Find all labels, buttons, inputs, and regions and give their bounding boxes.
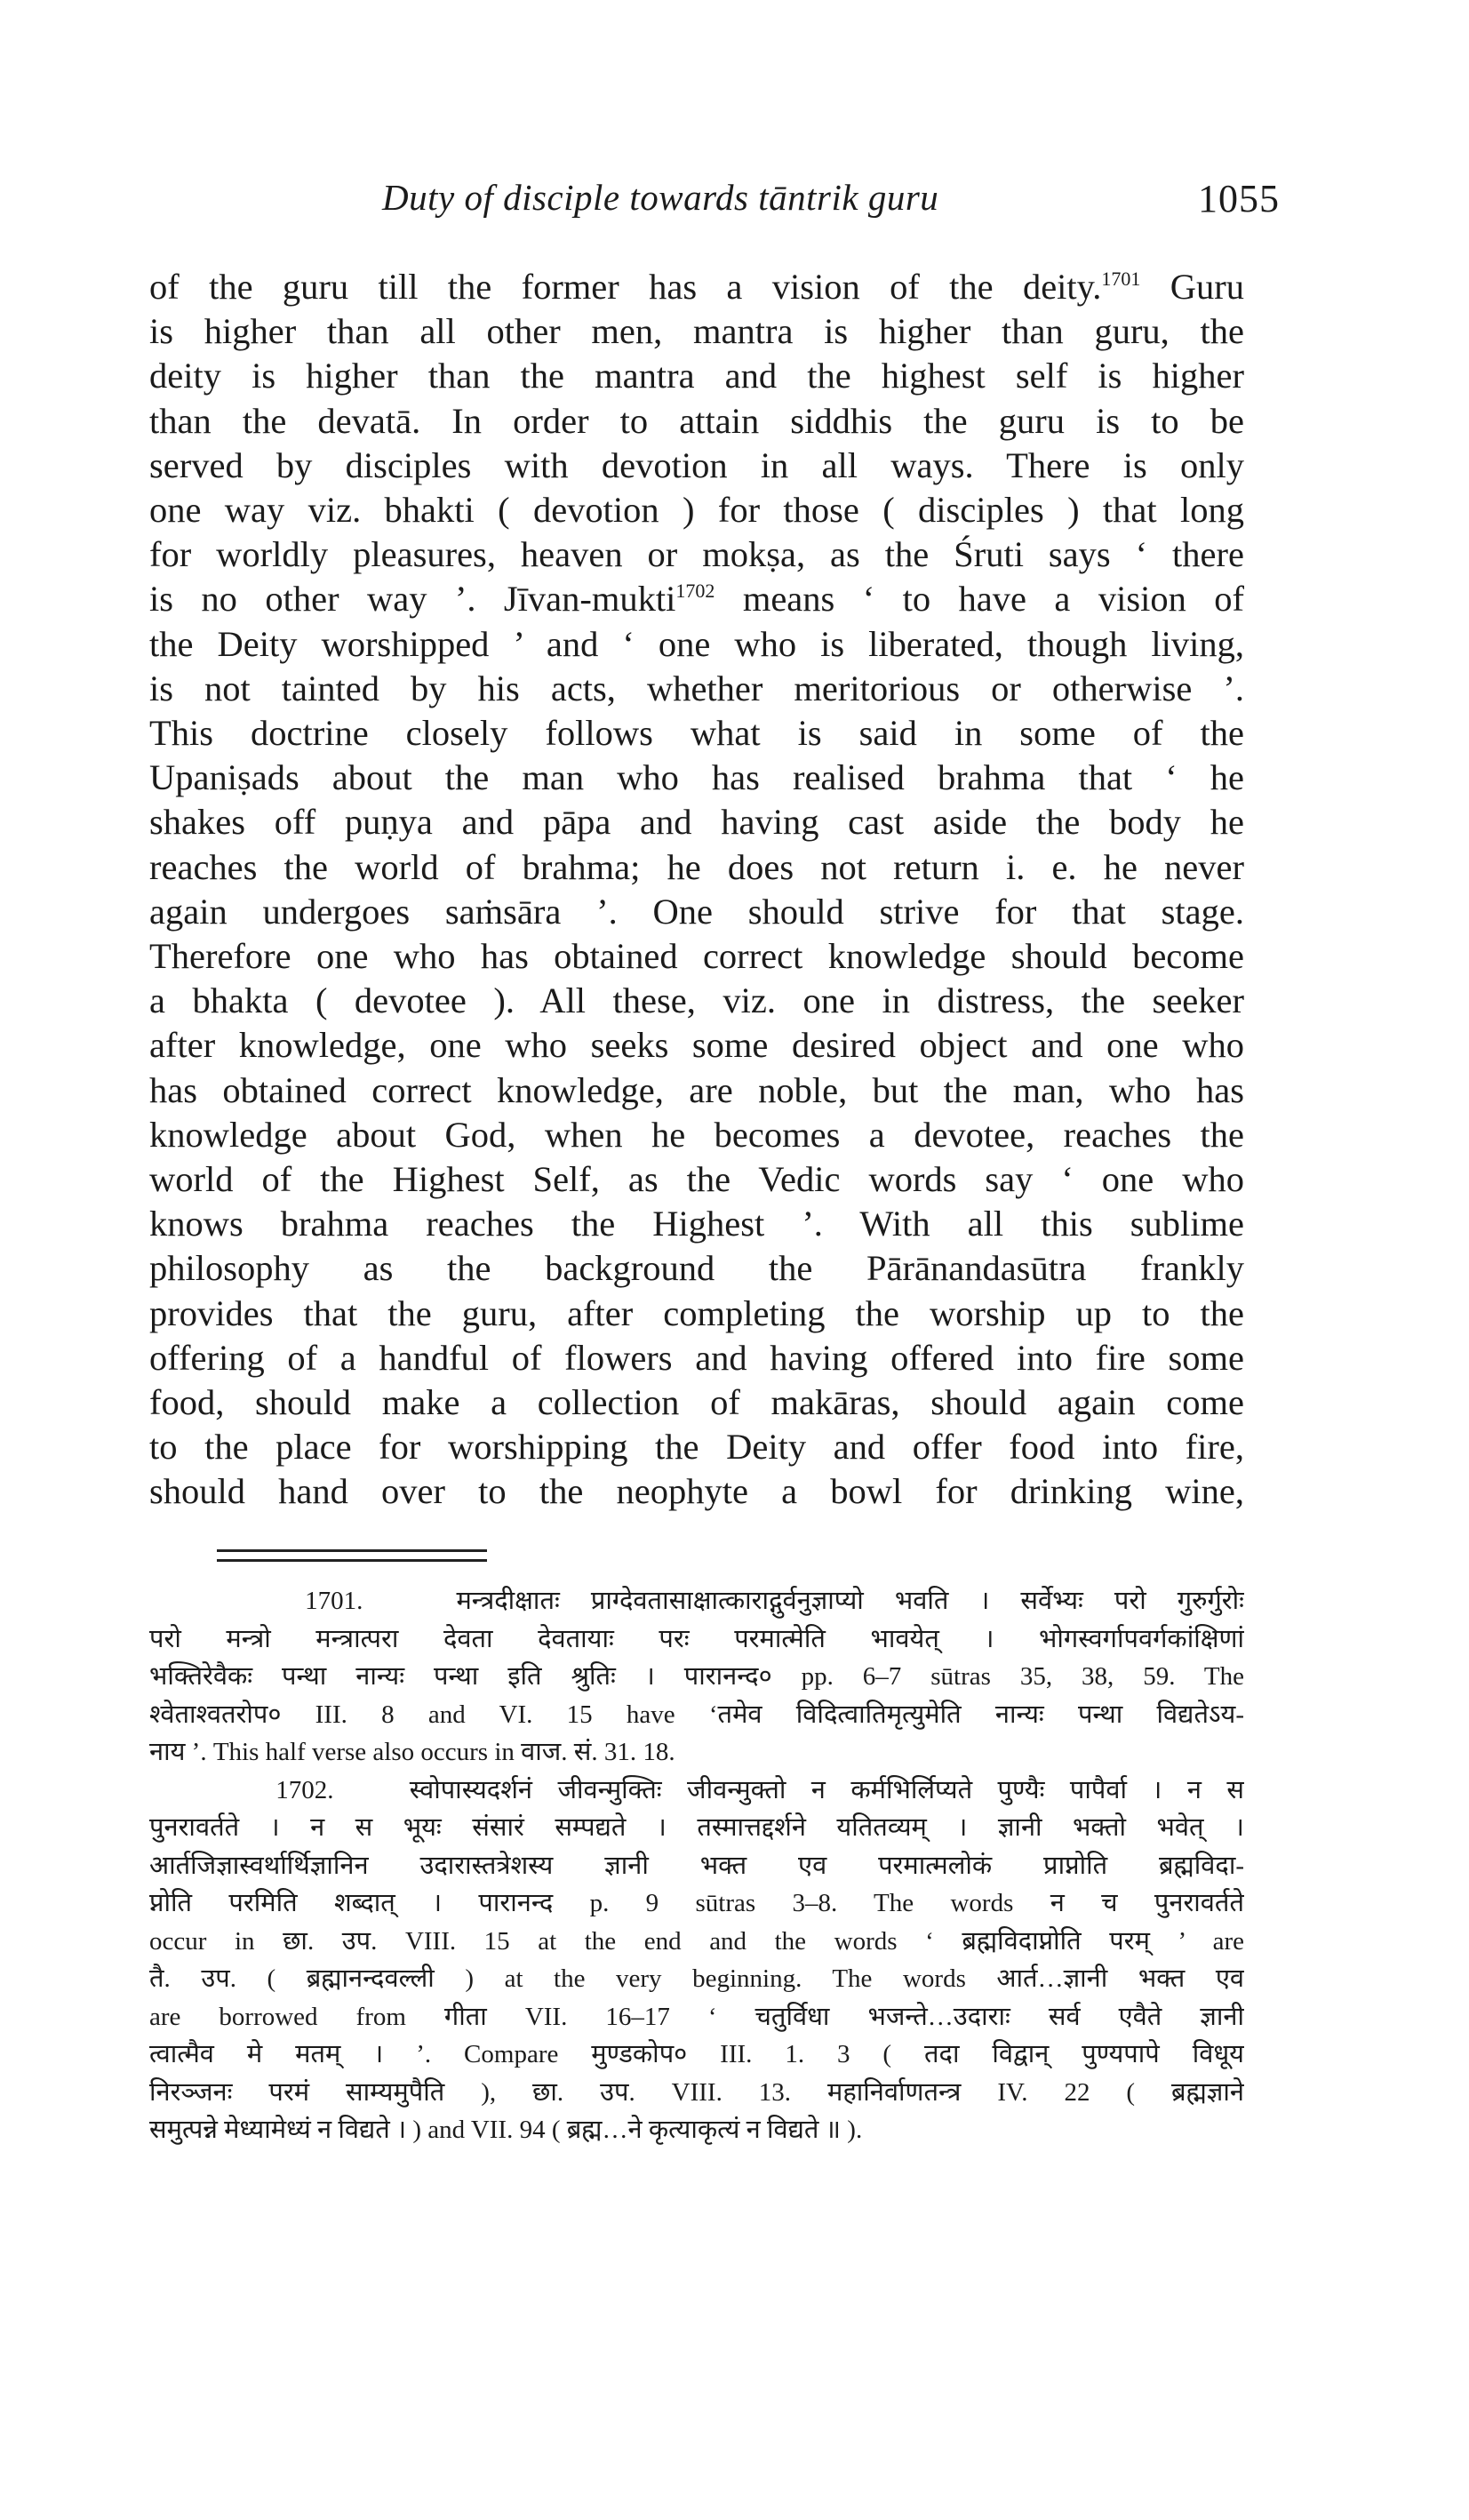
footnote-1702-line: पुनरावर्तते । न स भूयः संसारं सम्पद्यते । तस्मात्तद्दर्शने यतितव्यम् । ज्ञानी भक्तो भवेत् । bbox=[149, 1813, 1244, 1842]
body-line: than the devatā. In order to attain siddhis the guru is to be bbox=[149, 400, 1244, 441]
body-line: served by disciples with devotion in all ways. There is only bbox=[149, 444, 1244, 485]
body-line: is no other way ’. Jīvan-mukti$^{1702}$ means ‘ to have a vision of bbox=[149, 579, 1244, 620]
body-line: Therefore one who has obtained correct knowledge should become bbox=[149, 936, 1244, 977]
body-line: offering of a handful of flowers and having offered into fire some bbox=[149, 1337, 1244, 1378]
footnote-1702-line: त्वात्मैव मे मतम् । ’. Compare मुण्डकोप० III. 1. 3 ( तदा विद्वान् पुण्यपापे विधूय bbox=[149, 2040, 1244, 2068]
body-line: knows brahma reaches the Highest ’. With all this sublime bbox=[149, 1204, 1244, 1244]
footnote-1702-line: आर्तजिज्ञास्वर्थार्थिज्ञानिन उदारास्तत्रेशस्य ज्ञानी भक्त एव परमात्मलोकं प्राप्नोति ब्रह्मविदा- bbox=[149, 1851, 1244, 1880]
footnote-divider bbox=[217, 1549, 487, 1552]
footnote-number: 1702. bbox=[275, 1775, 334, 1804]
body-line: the Deity worshipped ’ and ‘ one who is liberated, though living, bbox=[149, 623, 1244, 664]
body-line: world of the Highest Self, as the Vedic words say ‘ one who bbox=[149, 1159, 1244, 1200]
footnote-number: 1701. bbox=[305, 1587, 363, 1615]
body-line: is not tainted by his acts, whether meritorious or otherwise ’. bbox=[149, 668, 1244, 708]
body-line: has obtained correct knowledge, are noble, but the man, who has bbox=[149, 1069, 1244, 1110]
body-line: knowledge about God, when he becomes a devotee, reaches the bbox=[149, 1114, 1244, 1155]
body-line: should hand over to the neophyte a bowl for drinking wine, bbox=[149, 1471, 1244, 1512]
footnote-1702-line: occur in छा. उप. VIII. 15 at the end and the words ‘ ब्रह्मविदाप्नोति परम् ’ are bbox=[149, 1926, 1244, 1956]
running-title: Duty of disciple towards tāntrik guru bbox=[382, 177, 939, 218]
footnote-divider bbox=[217, 1559, 487, 1562]
footnote-1702-line: तै. उप. ( ब्रह्मानन्दवल्ली ) at the very beginning. The words आर्त…ज्ञानी भक्त एव bbox=[149, 1964, 1244, 1993]
body-line: for worldly pleasures, heaven or mokṣa, as the Śruti says ‘ there bbox=[149, 534, 1244, 575]
footnote-1701-line: परो मन्त्रो मन्त्रात्परा देवता देवतायाः परः परमात्मेति भावयेत् । भोगस्वर्गापवर्गकांक्षिणां bbox=[149, 1624, 1244, 1653]
body-line: shakes off puṇya and pāpa and having cast aside the body he bbox=[149, 802, 1244, 843]
footnote-1702-line: प्नोति परमिति शब्दात् । पारानन्द p. 9 sūtras 3–8. The words न च पुनरावर्तते bbox=[149, 1889, 1244, 1917]
footnote-1702-line: निरञ्जनः परमं साम्यमुपैति ), छा. उप. VIII. 13. महानिर्वाणतन्त्र IV. 22 ( ब्रह्मज्ञाने bbox=[149, 2077, 1244, 2107]
footnote-1702-line: are borrowed from गीता VII. 16–17 ‘ चतुर्विधा भजन्ते…उदाराः सर्व एवैते ज्ञानी bbox=[149, 2002, 1244, 2031]
footnote-ref-1701[interactable]: 1701 bbox=[1101, 268, 1141, 290]
body-line: food, should make a collection of makāras, should again come bbox=[149, 1382, 1244, 1423]
body-line: provides that the guru, after completing the worship up to the bbox=[149, 1292, 1244, 1333]
footnote-1701-line: 1701. मन्त्रदीक्षातः प्राग्देवतासाक्षात्काराद्गुर्वनुज्ञाप्यो भवति । सर्वेभ्यः परो गुरुर्गुरोः bbox=[149, 1582, 1244, 1620]
body-line: after knowledge, one who seeks some desired object and one who bbox=[149, 1025, 1244, 1066]
running-header bbox=[382, 176, 1280, 229]
body-line: a bhakta ( devotee ). All these, viz. one in distress, the seeker bbox=[149, 980, 1244, 1021]
body-line: philosophy as the background the Pārānandasūtra frankly bbox=[149, 1248, 1244, 1289]
footnote-1701-line: भक्तिरेवैकः पन्था नान्यः पन्था इति श्रुतिः । पारानन्द० pp. 6–7 sūtras 35, 38, 59. The bbox=[149, 1662, 1244, 1691]
body-line: of the guru till the former has a vision of the deity.$^{1701}$ Guru bbox=[149, 267, 1245, 307]
body-line: This doctrine closely follows what is said in some of the bbox=[149, 713, 1244, 754]
footnote-ref-1702[interactable]: 1702 bbox=[675, 580, 715, 603]
footnote-1701-line: श्वेताश्वतरोप० III. 8 and VI. 15 have ‘तमेव विदित्वातिमृत्युमेति नान्यः पन्था विद्यतेऽय- bbox=[149, 1700, 1244, 1729]
footnotes-section bbox=[149, 1582, 1244, 2149]
main-body-text bbox=[149, 265, 1244, 1515]
footnote-1701-line: नाय ’. This half verse also occurs in वाज. सं. 31. 18. bbox=[149, 1738, 675, 1766]
page-number: 1055 bbox=[1198, 177, 1280, 220]
body-line: one way viz. bhakti ( devotion ) for those ( disciples ) that long bbox=[149, 490, 1244, 531]
footnote-1702-line: 1702. स्वोपास्यदर्शनं जीवन्मुक्तिः जीवन्मुक्तो न कर्मभिर्लिप्यते पुण्यैः पापैर्वा । न स bbox=[149, 1772, 1244, 1810]
body-line: reaches the world of brahma; he does not return i. e. he never bbox=[149, 846, 1244, 887]
body-line: Upaniṣads about the man who has realised brahma that ‘ he bbox=[149, 757, 1244, 798]
body-line: to the place for worshipping the Deity and offer food into fire, bbox=[149, 1427, 1244, 1468]
body-line: again undergoes saṁsāra ’. One should strive for that stage. bbox=[149, 891, 1244, 932]
footnote-1702-line: समुत्पन्ने मेध्यामेध्यं न विद्यते । ) and VII. 94 ( ब्रह्म…ने कृत्याकृत्यं न विद्यते ॥ ). bbox=[149, 2116, 863, 2144]
body-line: is higher than all other men, mantra is higher than guru, the bbox=[149, 311, 1244, 352]
body-line: deity is higher than the mantra and the highest self is higher bbox=[149, 356, 1244, 396]
